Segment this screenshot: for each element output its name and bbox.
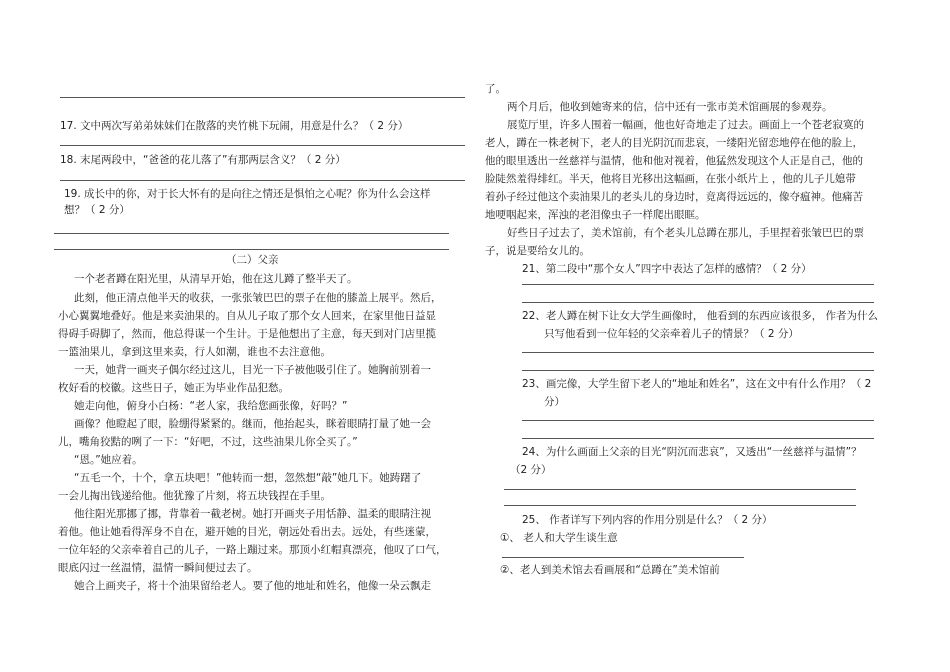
- story-paragraph-line: 眼底闪过一丝温情，温情一瞬间便过去了。: [58, 562, 258, 574]
- question-22: 22、老人蹲在树下让女大学生画像时， 他看到的东西应该很多， 作者为什么: [522, 310, 879, 322]
- question-22-cont: 只写他看到一位年轻的父亲牵着儿子的情景？（ 2 分）: [544, 328, 799, 340]
- question-18: 18. 末尾两段中，“爸爸的花儿落了”有那两层含义？（ 2 分）: [60, 154, 346, 166]
- story-paragraph-line: 儿，嘴角狡黠的咧了一下：“好吧，不过，这些油果儿你全买了。”: [58, 436, 358, 448]
- story-paragraph-line: “五毛一个，十个，拿五块吧！”他转而一想，忽然想“敲”她几下。她踌躇了: [74, 472, 422, 484]
- question-23: 23、画完像，大学生留下老人的“地址和姓名”，这在文中有什么作用？（ 2: [522, 378, 872, 390]
- story-paragraph-line: 小心翼翼地叠好。他是来卖油果的。自从儿子取了那个女人回来，在家里他日益显: [58, 310, 436, 322]
- answer-line: [60, 97, 465, 98]
- story-paragraph-line: 地哽咽起来，浑浊的老泪像虫子一样爬出眼眶。: [485, 209, 706, 221]
- answer-line: [60, 145, 465, 146]
- answer-line: [522, 284, 874, 285]
- question-17: 17. 文中两次写弟弟妹妹们在散落的夹竹桃下玩闹，用意是什么？（ 2 分）: [60, 120, 409, 132]
- story-paragraph-line: 着他。他让她看得浑身不自在，避开她的目光，朝远处看出去。远处，有些迷蒙，: [58, 526, 436, 538]
- story-paragraph-line: 展览厅里，许多人围着一幅画，他也好奇地走了过去。画面上一个苍老寂寞的: [507, 119, 864, 131]
- story-paragraph-line: 此刻，他正清点他半天的收获，一张张皱巴巴的票子在他的膝盖上展平。然后，: [74, 292, 442, 304]
- answer-line: [522, 438, 874, 439]
- answer-line: [502, 557, 744, 558]
- answer-line: [54, 233, 449, 234]
- answer-line: [60, 180, 465, 181]
- story-paragraph-line: 得碍手碍脚了，然而，他总得谋一个生计。于是他想出了主意，每天到对门店里揽: [58, 328, 436, 340]
- story-paragraph-line: 一天，她背一画夹子偶尔经过这儿，目光一下子被他吸引住了。她胸前别着一: [74, 364, 431, 376]
- answer-line: [522, 370, 874, 371]
- question-19-cont: 想？（ 2 分）: [64, 204, 130, 216]
- question-25-item-1: ①、 老人和大学生谈生意: [500, 532, 618, 544]
- answer-line: [54, 249, 449, 250]
- story-paragraph-line: 好些日子过去了，美术馆前，有个老头儿总蹲在那儿，手里捏着张皱巴巴的票: [507, 227, 864, 239]
- answer-line: [522, 352, 874, 353]
- story-paragraph-line: 一个老者蹲在阳光里，从清早开始，他在这儿蹲了整半天了。: [74, 273, 358, 285]
- story-paragraph-line: 一位年轻的父亲牵着自己的儿子，一路上蹦过来。那顶小红帽真漂亮，他叹了口气，: [58, 544, 447, 556]
- answer-line: [522, 302, 874, 303]
- story-paragraph-line: 着孙子经过他这个卖油果儿的老头儿的身边时，竟离得远远的，像夺瘟神。他痛苦: [485, 191, 863, 203]
- question-23-cont: 分）: [544, 396, 565, 408]
- answer-line: [504, 489, 856, 490]
- story-paragraph-line: 他的眼里透出一丝慈祥与温情，他和他对视着，他猛然发现这个人正是自己，他的: [485, 155, 863, 167]
- question-24: 24、为什么画面上父亲的目光“阴沉而悲哀”，又透出“一丝慈祥与温情”？: [522, 446, 862, 458]
- question-25: 25、 作者详写下列内容的作用分别是什么？（ 2 分）: [522, 514, 773, 526]
- story-paragraph-line: 画像？他瞪起了眼，脸绷得紧紧的。继而，他抬起头，眯着眼睛打量了她一会: [74, 418, 431, 430]
- answer-line: [504, 505, 856, 506]
- story-paragraph-line: 一会儿掏出钱递给他。他犹豫了片刻，将五块钱捏在手里。: [58, 490, 331, 502]
- story-paragraph-line: 她合上画夹子，将十个油果留给老人。要了他的地址和姓名，他像一朵云飘走: [74, 580, 431, 592]
- story-paragraph-line: 两个月后，他收到她寄来的信，信中还有一张市美术馆画展的参观券。: [507, 101, 833, 113]
- story-paragraph-line: 枚好看的校徽。这些日子，她正为毕业作品犯愁。: [58, 382, 289, 394]
- question-24-cont: （2 分）: [510, 464, 552, 476]
- section-title: （二）父亲: [226, 254, 279, 266]
- story-paragraph-line: 子，说是要给女儿的。: [485, 245, 590, 257]
- story-paragraph-line: 她走向他，俯身小白杨：“老人家，我给您画张像，好吗？”: [74, 400, 348, 412]
- story-paragraph-line: 了。: [485, 83, 506, 95]
- answer-line: [522, 420, 874, 421]
- story-paragraph-line: “恩。”她应着。: [74, 454, 143, 466]
- question-25-item-2: ②、老人到美术馆去看画展和“总蹲在”美术馆前: [500, 564, 720, 576]
- question-19: 19. 成长中的你，对于长大怀有的是向往之情还是惧怕之心呢？你为什么会这样: [64, 188, 431, 200]
- question-21: 21、第二段中“那个女人”四字中表达了怎样的感情？（ 2 分）: [522, 263, 812, 275]
- story-paragraph-line: 老人，蹲在一株老树下，老人的目光阴沉而悲哀，一缕阳光留恋地停在他的脸上，: [485, 137, 863, 149]
- story-paragraph-line: 一篮油果儿，拿到这里来卖，行人如潮，谁也不去注意他。: [58, 346, 331, 358]
- story-paragraph-line: 脸陡然羞得绯红。半天，他将目光移出这幅画，在张小纸片上 ，他的儿子儿媳带: [485, 173, 856, 185]
- story-paragraph-line: 他往阳光那挪了挪，背靠着一截老树。她打开画夹子用恬静、温柔的眼睛注视: [74, 508, 431, 520]
